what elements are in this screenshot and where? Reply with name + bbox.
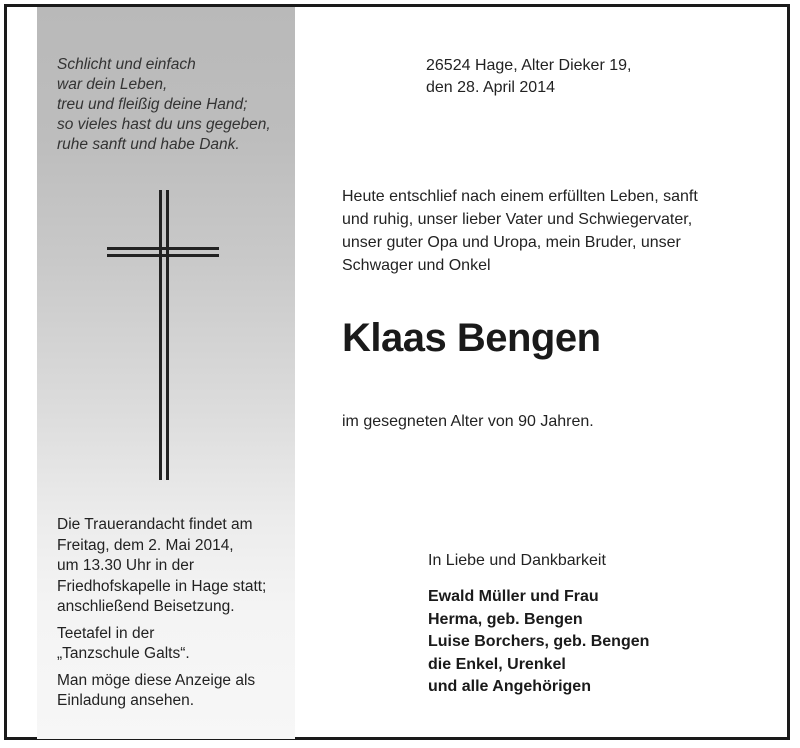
service-line: Friedhofskapelle in Hage statt; [57, 577, 267, 595]
address: 26524 Hage, Alter Dieker 19, [426, 57, 632, 74]
deceased-name: Klaas Bengen [342, 316, 601, 360]
mourner: Ewald Müller und Frau [428, 588, 599, 605]
poem-verse [57, 55, 292, 155]
mourner: Herma, geb. Bengen [428, 610, 583, 628]
intro-line: Schwager und Onkel [342, 257, 491, 274]
verse-line: war dein Leben, [57, 76, 168, 93]
invitation-line: Einladung ansehen. [57, 692, 195, 709]
mourner: und alle Angehörigen [428, 678, 591, 695]
intro-line: unser guter Opa und Uropa, mein Bruder, unser [342, 234, 681, 251]
verse-line: ruhe sanft und habe Dank. [57, 136, 240, 153]
service-line: Freitag, dem 2. Mai 2014, [57, 536, 234, 554]
date: den 28. April 2014 [426, 79, 555, 96]
intro-text [342, 185, 742, 277]
verse-line: so vieles hast du uns gegeben, [57, 116, 271, 133]
service-line: Die Trauerandacht findet am [57, 516, 253, 533]
service-line: anschließend Beisetzung. [57, 598, 235, 615]
service-info [57, 515, 289, 712]
age-line: im gesegneten Alter von 90 Jahren. [342, 413, 594, 430]
intro-line: und ruhig, unser lieber Vater und Schwiegervater, [342, 211, 693, 228]
verse-line: treu und fleißig deine Hand; [57, 96, 248, 113]
closing-line: In Liebe und Dankbarkeit [428, 552, 606, 569]
cross-icon [107, 190, 223, 480]
mourner: die Enkel, Urenkel [428, 655, 566, 673]
tea-line: Teetafel in der [57, 624, 155, 642]
service-line: um 13.30 Uhr in der [57, 557, 194, 574]
verse-line: Schlicht und einfach [57, 56, 196, 73]
mourner: Luise Borchers, geb. Bengen [428, 633, 650, 650]
tea-line: „Tanzschule Galts“. [57, 645, 190, 662]
invitation-line: Man möge diese Anzeige als [57, 671, 256, 689]
mourners-list [428, 586, 649, 699]
address-block [426, 55, 631, 99]
intro-line: Heute entschlief nach einem erfüllten Leben, sanft [342, 188, 698, 205]
sidebar [37, 7, 295, 739]
